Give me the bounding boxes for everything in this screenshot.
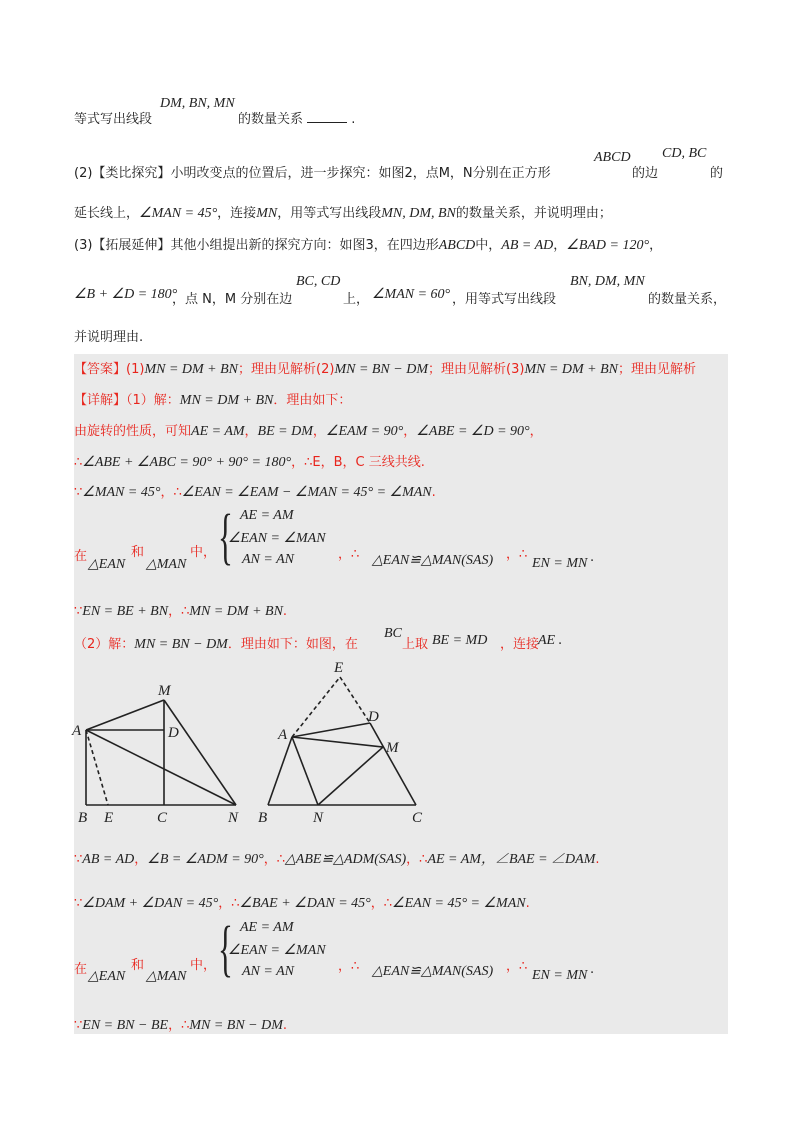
line-AN	[292, 737, 318, 805]
part1-suffix-line	[238, 108, 355, 127]
d1-l2i: ，	[529, 424, 543, 439]
d1-tri1: △EAN	[88, 557, 126, 572]
part3-line2c: ，用等式写出线段	[452, 292, 557, 307]
part2-angle: ∠MAN = 45°	[139, 206, 218, 221]
d2-brace: {	[218, 915, 233, 983]
d2-l6d: MN = BN − DM	[189, 1018, 283, 1033]
part2-line2d: 的数量关系，并说明理由；	[455, 206, 612, 221]
answer-r2: ；理由见解析	[428, 362, 507, 377]
label-right-D: D	[368, 709, 379, 725]
d2-mid: 中，	[190, 958, 217, 973]
d1-sys2: ∠EAN = ∠MAN	[228, 531, 326, 546]
d2-l3a: ∵	[74, 896, 83, 911]
part2-text2: 分别在正方形	[472, 166, 551, 181]
detail2-line6	[74, 1014, 287, 1034]
part2-abcd: ABCD	[594, 150, 631, 165]
part2-line2b: ，连接	[217, 206, 257, 221]
d2-l6e: .	[282, 1018, 288, 1033]
line-AD	[292, 723, 370, 737]
line-DC	[370, 723, 416, 805]
d1-therefore2: ，∴	[506, 547, 528, 562]
d2-l3c: ，∴	[218, 896, 240, 911]
answer-p1: (1)	[126, 362, 145, 377]
part3-line2d: 的数量关系，	[648, 292, 727, 307]
part2-question-line2	[74, 202, 612, 222]
label-left-E: E	[104, 810, 114, 826]
part3-text2: 中，	[475, 238, 502, 253]
d1-l2h: ∠ABE = ∠D = 90°	[416, 424, 530, 439]
part3-eq1: AB = AD	[501, 238, 554, 253]
detail2-be: BE = MD	[432, 633, 488, 648]
detail2-bc: BC	[384, 626, 402, 641]
detail2-eq: MN = BN − DM	[134, 637, 228, 652]
geometry-figures	[70, 655, 450, 830]
part3-line3: 并说明理由.	[74, 330, 144, 345]
line-MN	[164, 700, 236, 805]
part1-segments: DM, BN, MN	[160, 96, 235, 111]
d1-l2a: 由旋转的性质，可知	[74, 424, 192, 439]
detail1-line4	[74, 481, 436, 501]
part1-prefix: 等式写出线段	[74, 112, 153, 127]
part3-line2-eq: ∠B + ∠D = 180°	[74, 287, 178, 302]
d2-l3d: ∠BAE + ∠DAN = 45°	[239, 896, 371, 911]
part3-abcd: ABCD	[438, 238, 476, 253]
part3-comma2: ，	[649, 238, 663, 253]
part3-edges: BC, CD	[296, 274, 341, 289]
label-right-A: A	[278, 727, 288, 743]
d2-and: 和	[131, 958, 145, 973]
d2-tri1: △EAN	[88, 969, 126, 984]
d2-l2b: AB = AD	[82, 852, 135, 867]
d2-l6b: EN = BN − BE	[82, 1018, 169, 1033]
d1-l3c: ，∴E，B，C 三线共线.	[291, 455, 425, 470]
detail2-line1	[74, 633, 358, 653]
d2-sys1: AE = AM	[240, 920, 294, 935]
d1-l3b: ∠ABE + ∠ABC = 90° + 90° = 180°	[82, 455, 292, 470]
part2-mn: M，N	[438, 166, 473, 181]
d1-l4e: .	[431, 485, 436, 500]
label-left-M: M	[158, 683, 171, 699]
d2-l2e: ，∴	[263, 852, 286, 867]
detail1-line3	[74, 451, 425, 471]
line-AN	[86, 730, 236, 805]
answer-blank	[307, 110, 347, 123]
d1-and: 和	[131, 545, 145, 560]
label-right-B: B	[258, 810, 268, 826]
d1-l2b: AE = AM	[191, 424, 245, 439]
figure-left	[86, 700, 236, 805]
d1-brace: {	[218, 503, 233, 571]
detail2-reason: ．理由如下：如图，在	[227, 637, 358, 652]
d1-l4a: ∵	[74, 485, 83, 500]
label-right-C: C	[412, 810, 423, 826]
line-NM	[318, 747, 383, 805]
answer-r3: ；理由见解析	[618, 362, 697, 377]
detail-tag: 【详解】	[74, 393, 127, 408]
detail2-step: （2）解：	[74, 637, 135, 652]
d2-sys3: AN = AN	[242, 964, 294, 979]
part2-text1: 小明改变点的位置后，进一步探究：如图2，点	[170, 166, 439, 181]
d2-l3e: ，∴	[370, 896, 393, 911]
d2-l3b: ∠DAM + ∠DAN = 45°	[82, 896, 219, 911]
d1-therefore1: ，∴	[338, 547, 360, 562]
label-left-D: D	[168, 725, 179, 741]
d2-concl: EN = MN	[532, 968, 588, 983]
detail1-eq: MN = DM + BN	[179, 393, 274, 408]
answer-line	[74, 358, 696, 378]
line-AE-dashed	[292, 677, 340, 737]
answer-e3: MN = DM + BN	[524, 362, 618, 377]
d2-tri2: △MAN	[146, 969, 187, 984]
d1-l6b: EN = BE + BN	[82, 604, 169, 619]
d1-in: 在	[74, 549, 88, 564]
part2-question-line1	[74, 162, 551, 181]
d2-l2c: ，	[134, 852, 148, 867]
line-ED-dashed	[340, 677, 370, 723]
detail1-line2	[74, 420, 543, 440]
d1-l6e: .	[282, 604, 288, 619]
part3-tag: 【拓展延伸】	[92, 238, 171, 253]
part2-text4: 的	[710, 166, 724, 181]
d2-l6a: ∵	[74, 1018, 83, 1033]
detail1-line1	[74, 389, 351, 409]
line-AM	[86, 700, 164, 730]
d1-l6c: ，∴	[168, 604, 190, 619]
part2-segs: MN, DM, BN	[381, 206, 456, 221]
detail2-line2	[74, 848, 600, 868]
part3-line2a: ，点 N，M 分别在边	[172, 292, 293, 307]
answer-e1: MN = DM + BN	[144, 362, 238, 377]
d2-l2g: ，∴	[406, 852, 428, 867]
d1-l2d: BE = DM	[257, 424, 313, 439]
d1-cong: △EAN≌△MAN(SAS)	[372, 553, 494, 568]
label-left-C: C	[157, 810, 168, 826]
d2-l2a: ∵	[74, 852, 83, 867]
line-AE-dashed	[86, 730, 108, 805]
part2-label: (2)	[74, 166, 93, 181]
d1-concl: EN = MN	[532, 556, 588, 571]
label-left-B: B	[78, 810, 88, 826]
answer-e2: MN = BN − DM	[334, 362, 428, 377]
part1-suffix: 的数量关系	[238, 112, 304, 127]
part3-question-line1	[74, 234, 662, 254]
detail2-line3	[74, 892, 530, 912]
detail2-end: .	[558, 633, 563, 648]
d1-l2e: ，	[312, 424, 326, 439]
part3-eq2: ∠BAD = 120°	[566, 238, 650, 253]
d2-l3f: ∠EAN = 45° = ∠MAN	[392, 896, 526, 911]
label-right-N: N	[313, 810, 324, 826]
line-AB	[268, 737, 292, 805]
d2-in: 在	[74, 962, 88, 977]
d1-l2c: ，	[244, 424, 258, 439]
d1-l4b: ∠MAN = 45°	[82, 485, 161, 500]
d2-l2h: AE = AM，∠BAE = ∠DAM	[427, 852, 596, 867]
line-AM	[292, 737, 383, 747]
d1-mid: 中，	[190, 545, 217, 560]
part3-angle: ∠MAN = 60°	[372, 287, 451, 302]
detail2-take: 上取	[402, 637, 429, 652]
d2-therefore2: ，∴	[506, 959, 528, 974]
part3-comma: ，	[553, 238, 567, 253]
part1-end: .	[351, 112, 356, 127]
part2-tag: 【类比探究】	[92, 166, 171, 181]
part3-segs: BN, DM, MN	[570, 274, 645, 289]
part3-text1: 其他小组提出新的探究方向：如图3，在四边形	[170, 238, 439, 253]
d2-sys2: ∠EAN = ∠MAN	[228, 943, 326, 958]
answer-tag: 【答案】	[74, 362, 127, 377]
detail2-connect: ，连接	[500, 637, 540, 652]
d1-l6d: MN = DM + BN	[189, 604, 283, 619]
label-right-E: E	[334, 660, 344, 676]
detail1-reason: ．理由如下：	[273, 393, 352, 408]
d1-dot: .	[590, 550, 595, 565]
d1-l4c: ，∴	[160, 485, 182, 500]
part2-line2c: ，用等式写出线段	[277, 206, 382, 221]
label-left-A: A	[72, 723, 82, 739]
d2-therefore1: ，∴	[338, 959, 360, 974]
d1-sys1: AE = AM	[240, 508, 294, 523]
d1-sys3: AN = AN	[242, 552, 294, 567]
d1-tri2: △MAN	[146, 557, 187, 572]
d2-cong: △EAN≌△MAN(SAS)	[372, 964, 494, 979]
answer-p3: (3)	[506, 362, 525, 377]
detail1-step: （1）解：	[126, 393, 180, 408]
d2-l2f: △ABE≌△ADM(SAS)	[285, 852, 407, 867]
detail1-line6	[74, 600, 287, 620]
answer-r1: ；理由见解析	[238, 362, 317, 377]
d2-dot: .	[590, 962, 595, 977]
d1-l2g: ，	[403, 424, 417, 439]
label-right-M: M	[386, 740, 399, 756]
detail2-ae: AE	[538, 633, 556, 648]
d1-l6a: ∵	[74, 604, 83, 619]
d1-l4d: ∠EAN = ∠EAM − ∠MAN = 45° = ∠MAN	[181, 485, 432, 500]
answer-p2: (2)	[316, 362, 335, 377]
d1-l2f: ∠EAM = 90°	[325, 424, 404, 439]
part3-line2b: 上，	[343, 292, 370, 307]
part2-MN: MN	[256, 206, 278, 221]
d1-l3a: ∴	[74, 455, 83, 470]
d2-l6c: ，∴	[168, 1018, 190, 1033]
d2-l2i: .	[595, 852, 600, 867]
label-left-N: N	[228, 810, 239, 826]
part3-label: (3)	[74, 238, 93, 253]
d2-l3g: .	[525, 896, 530, 911]
part2-text3: 的边	[632, 166, 659, 181]
part1-tail-line	[74, 108, 152, 127]
d2-l2d: ∠B = ∠ADM = 90°	[147, 852, 264, 867]
part2-edges: CD, BC	[662, 146, 707, 161]
part2-line2a: 延长线上，	[74, 206, 140, 221]
